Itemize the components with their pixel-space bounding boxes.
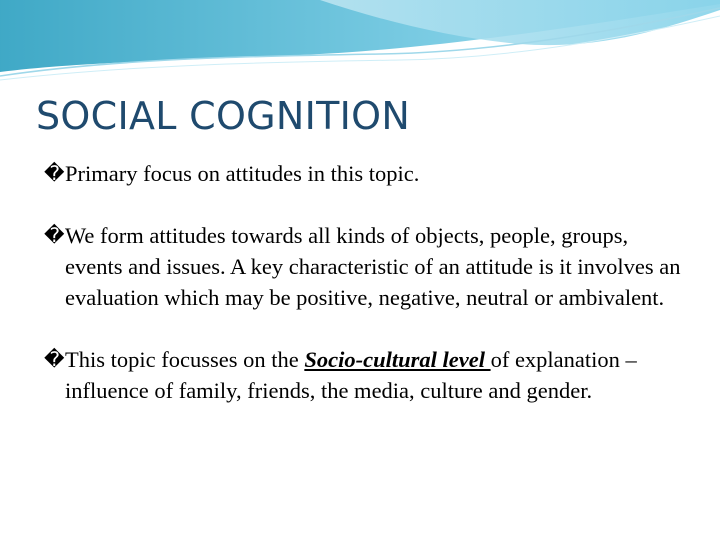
emphasized-term: Socio-cultural level (304, 347, 491, 372)
bullet-text-after: of explanation – influence of family, friends, the media, culture and gender. (65, 347, 637, 403)
slide-title: SOCIAL COGNITION (36, 94, 411, 138)
bullet-item (44, 220, 684, 313)
bullet-icon: � (44, 347, 65, 371)
bullet-text: We form attitudes towards all kinds of objects, people, groups, events and issues. A key characteristic of an attitude is it involves an evaluation which may be positive, negative, neutral or ambivalent. (65, 223, 681, 310)
bullet-list (44, 158, 684, 437)
bullet-icon: � (44, 223, 65, 247)
bullet-text: Primary focus on attitudes in this topic. (65, 161, 420, 186)
bullet-icon: � (44, 161, 65, 185)
header-wave-decoration (0, 0, 720, 90)
bullet-item (44, 344, 684, 406)
bullet-item (44, 158, 684, 189)
bullet-text-before: This topic focusses on the (65, 347, 305, 372)
